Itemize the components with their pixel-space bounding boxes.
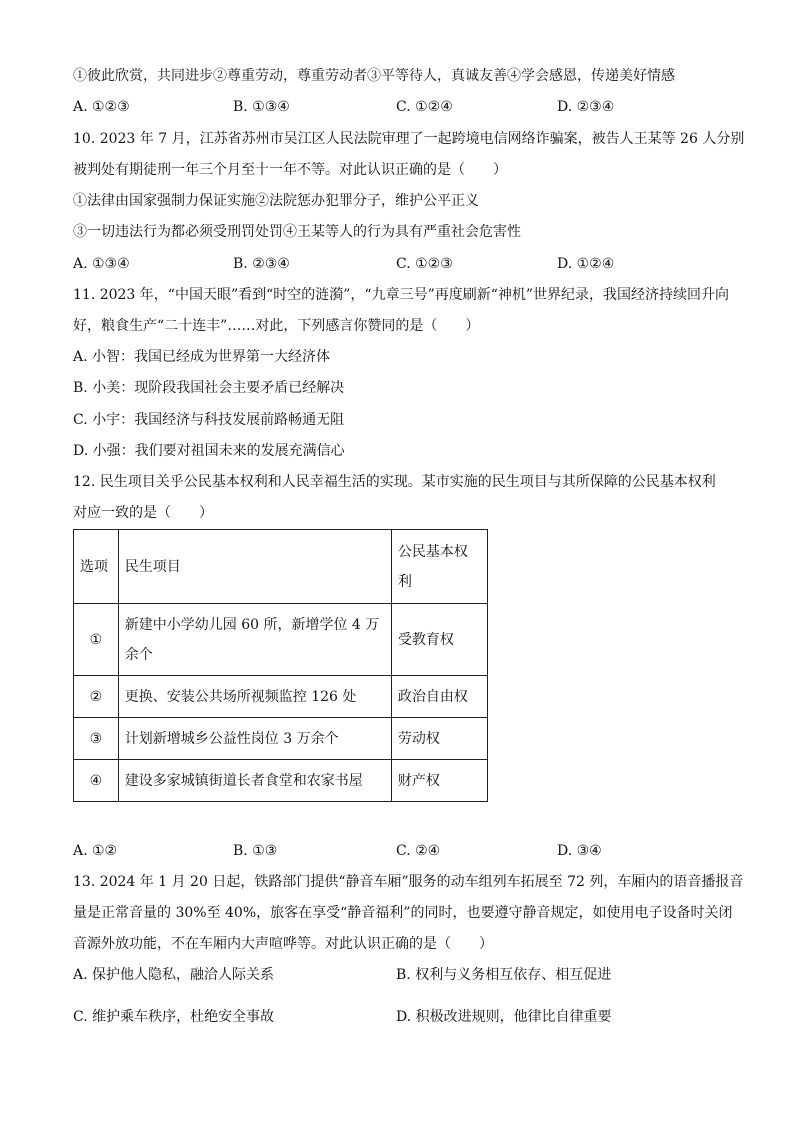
row-option: ② (74, 676, 119, 718)
q13-stem-line2: 量是正常音量的 30%至 40%，旅客在享受“静音福利”的同时，也要遵守静音规定，如使用电子设备时关闭 (73, 905, 733, 921)
table-row (74, 676, 488, 718)
table-row (74, 604, 488, 676)
q12-stem-line2: 对应一致的是（ ） (73, 505, 213, 521)
q12-stem-line1: 12. 民生项目关乎公民基本权利和人民幸福生活的实现。某市实施的民生项目与其所保障的公民基本权利 (73, 474, 716, 490)
q12-option-b: B. ①③ (233, 843, 278, 859)
q9-option-d: D. ②③④ (557, 99, 615, 115)
q9-option-c: C. ①②④ (396, 99, 453, 115)
q13-option-a: A. 保护他人隐私，融洽人际关系 (73, 967, 275, 983)
q11-option-b: B. 小美：现阶段我国社会主要矛盾已经解决 (73, 380, 345, 396)
q10-items-line2: ③一切违法行为都必须受刑罚处罚④王某等人的行为具有严重社会危害性 (73, 224, 521, 240)
q10-option-a: A. ①③④ (73, 256, 130, 272)
table-row (74, 760, 488, 802)
row-right: 财产权 (391, 760, 487, 802)
q11-option-c: C. 小宇：我国经济与科技发展前路畅通无阻 (73, 412, 345, 428)
row-option: ④ (74, 760, 119, 802)
q10-option-d: D. ①②④ (557, 256, 615, 272)
row-project: 新建中小学幼儿园 60 所，新增学位 4 万余个 (118, 604, 391, 676)
row-right: 政治自由权 (391, 676, 487, 718)
q13-stem-line3: 音源外放功能，不在车厢内大声喧哗等。对此认识正确的是（ ） (73, 936, 493, 952)
header-project: 民生项目 (118, 530, 391, 604)
q13-option-c: C. 维护乘车秩序，杜绝安全事故 (73, 1009, 275, 1025)
q11-option-d: D. 小强：我们要对祖国未来的发展充满信心 (73, 443, 345, 459)
row-option: ③ (74, 718, 119, 760)
table-header-row (74, 530, 488, 604)
q10-option-b: B. ②③④ (233, 256, 290, 272)
q12-table (73, 529, 488, 802)
q10-items-line1: ①法律由国家强制力保证实施②法院惩办犯罪分子，维护公平正义 (73, 193, 479, 209)
header-option: 选项 (74, 530, 119, 604)
q13-option-d: D. 积极改进规则，他律比自律重要 (396, 1009, 612, 1025)
q12-option-c: C. ②④ (396, 843, 441, 859)
row-project: 建设多家城镇街道长者食堂和农家书屋 (118, 760, 391, 802)
q9-option-b: B. ①③④ (233, 99, 290, 115)
table-row (74, 718, 488, 760)
row-option: ① (74, 604, 119, 676)
header-right: 公民基本权利 (391, 530, 487, 604)
row-project: 更换、安装公共场所视频监控 126 处 (118, 676, 391, 718)
row-project: 计划新增城乡公益性岗位 3 万余个 (118, 718, 391, 760)
q11-stem-line1: 11. 2023 年，“中国天眼”看到“时空的涟漪”，“九章三号”再度刷新“神机”世界纪录，我国经济持续回升向 (73, 287, 730, 303)
q13-option-b: B. 权利与义务相互依存、相互促进 (396, 967, 612, 983)
q13-stem-line1: 13. 2024 年 1 月 20 日起，铁路部门提供“静音车厢”服务的动车组列车拓展至 72 列，车厢内的语音播报音 (73, 874, 744, 890)
q11-stem-line2: 好，粮食生产“二十连丰”……对此，下列感言你赞同的是（ ） (73, 318, 480, 334)
q9-option-a: A. ①②③ (73, 99, 130, 115)
row-right: 受教育权 (391, 604, 487, 676)
row-right: 劳动权 (391, 718, 487, 760)
q9-items: ①彼此欣赏，共同进步②尊重劳动，尊重劳动者③平等待人，真诚友善④学会感恩，传递美好情感 (73, 68, 675, 84)
q12-option-d: D. ③④ (557, 843, 602, 859)
q11-option-a: A. 小智：我国已经成为世界第一大经济体 (73, 349, 331, 365)
q10-stem-line1: 10. 2023 年 7 月，江苏省苏州市吴江区人民法院审理了一起跨境电信网络诈骗案，被告人王某等 26 人分别 (73, 131, 745, 147)
q10-option-c: C. ①②③ (396, 256, 453, 272)
q10-stem-line2: 被判处有期徒刑一年三个月至十一年不等。对此认识正确的是（ ） (73, 162, 507, 178)
q12-option-a: A. ①② (73, 843, 118, 859)
